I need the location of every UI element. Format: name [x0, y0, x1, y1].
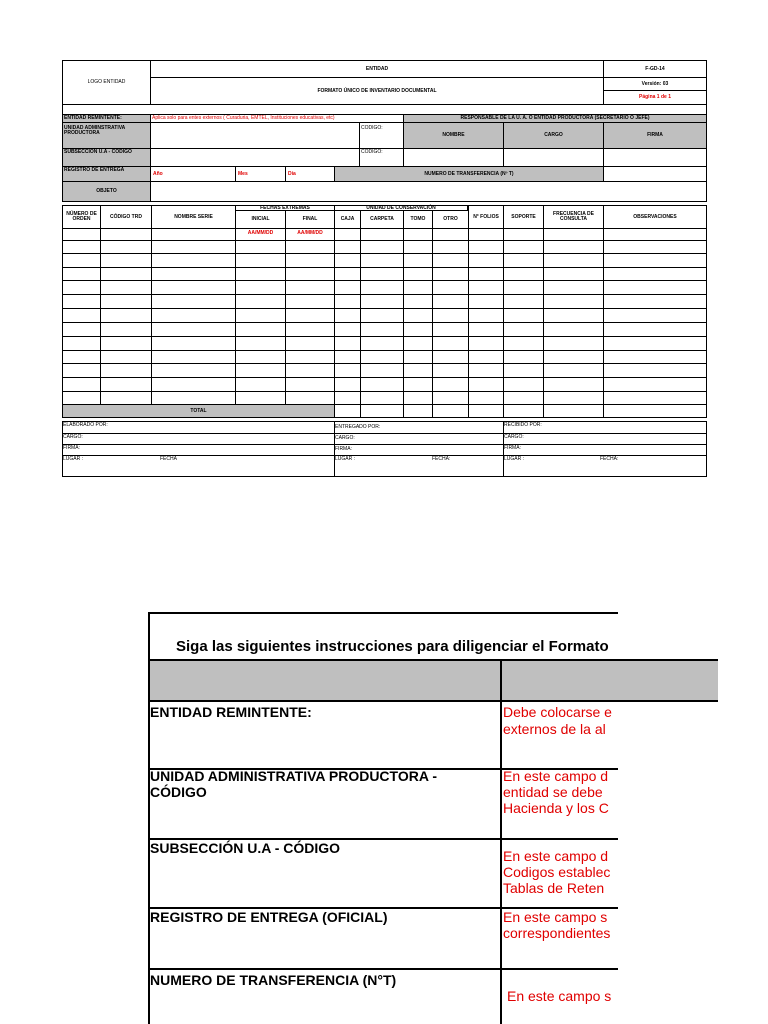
signature-block: [62, 421, 707, 477]
anio-input[interactable]: Año: [150, 166, 236, 182]
instructions-title: Siga las siguientes instrucciones para diligenciar el Formato: [176, 638, 609, 655]
inventory-table-body[interactable]: [62, 228, 707, 418]
entregado-lugar[interactable]: LUGAR :: [335, 456, 356, 462]
col-unidad-conservacion: UNIDAD DE CONSERVACIÓN: [334, 205, 468, 211]
label-unidad-admin: UNIDAD ADMINSTRATIVA PRODUCTORA: [62, 122, 151, 149]
date-format-inicial: AA/MM/DD: [247, 230, 274, 236]
recibido-label[interactable]: RECIBIDO POR:: [504, 422, 542, 428]
label-entidad-remitente: ENTIDAD REMINTENTE:: [62, 114, 151, 123]
label-responsable: RESPONSABLE DE LA U. A. O ENTIDAD PRODUCTORA (SECRETARIO O JEFE): [403, 114, 707, 123]
instr-text-entidad: Debe colocarse e externos de la al: [503, 704, 612, 737]
dia-input[interactable]: Día: [285, 166, 335, 182]
instr-text-registro: En este campo s correspondientes: [503, 909, 611, 941]
instr-label-subseccion: SUBSECCIÓN U.A - CÓDIGO: [150, 840, 341, 856]
instr-label-unidad: UNIDAD ADMINISTRATIVA PRODUCTORA - CÓDIGO: [150, 768, 437, 800]
firma-input[interactable]: [603, 148, 707, 167]
col-observaciones: OBSERVACIONES: [603, 205, 707, 229]
col-caja: CAJA: [334, 210, 361, 229]
label-num-transferencia: NUMERO DE TRANSFERENCIA (Nº T): [334, 166, 604, 182]
subseccion-input[interactable]: [150, 148, 360, 167]
entregado-fecha[interactable]: FECHA:: [432, 456, 451, 462]
instr-label-registro: REGISTRO DE ENTREGA (OFICIAL): [150, 909, 388, 925]
label-registro: REGISTRO DE ENTREGA: [62, 166, 151, 182]
col-soporte: SOPORTE: [503, 205, 544, 229]
col-fechas-extremas: FECHAS EXTREMAS: [235, 205, 335, 211]
codigo-field-1[interactable]: CODIGO:: [359, 122, 404, 149]
col-folios: N° FOLIOS: [468, 205, 504, 229]
col-inicial: INICIAL: [235, 210, 286, 229]
recibido-firma[interactable]: FIRMA:: [504, 445, 521, 451]
form-page: Página 1 de 1: [603, 90, 707, 105]
instr-label-entidad: ENTIDAD REMINTENTE:: [150, 704, 312, 720]
entregado-label[interactable]: ENTREGADO POR:: [335, 424, 381, 430]
col-nombre-serie: NOMBRE SERIE: [151, 205, 236, 229]
header-nombre: NOMBRE: [403, 122, 504, 149]
logo-cell: LOGO ENTIDAD: [62, 60, 151, 105]
date-format-final: AA/MM/DD: [297, 230, 323, 236]
recibido-fecha[interactable]: FECHA:: [600, 456, 619, 462]
col-numero-orden: NÚMERO DE ORDEN: [62, 205, 101, 229]
col-final: FINAL: [285, 210, 335, 229]
col-carpeta: CARPETA: [360, 210, 404, 229]
header-firma: FIRMA: [603, 122, 707, 149]
objeto-input[interactable]: [150, 181, 707, 202]
form-version: Versión: 03: [603, 77, 707, 91]
elaborado-lugar[interactable]: LUGAR :: [63, 456, 84, 462]
codigo-field-2[interactable]: CÓDIGO:: [359, 148, 404, 167]
form-title: FORMATO ÚNICO DE INVENTARIO DOCUMENTAL: [150, 77, 604, 105]
entregado-cargo[interactable]: CARGO:: [335, 435, 355, 441]
col-frecuencia: FRECUENCIA DE CONSULTA: [543, 205, 604, 229]
form-code: F-GD-14: [603, 60, 707, 78]
entregado-firma[interactable]: FIRMA:: [335, 446, 352, 452]
instr-label-transferencia: NUMERO DE TRANSFERENCIA (N°T): [150, 972, 397, 988]
header-cargo: CARGO: [503, 122, 604, 149]
recibido-lugar[interactable]: LUGAR :: [504, 456, 525, 462]
recibido-cargo[interactable]: CARGO:: [504, 434, 524, 440]
num-transferencia-input[interactable]: [603, 166, 707, 182]
unidad-admin-input[interactable]: [150, 122, 360, 149]
elaborado-cargo[interactable]: CARGO:: [63, 434, 83, 440]
cargo-input[interactable]: [503, 148, 604, 167]
col-otro: OTRO: [432, 210, 469, 229]
instructions-header-band: [148, 659, 718, 702]
label-subseccion: SUBSECCIÓN U.A - CÓDIGO: [62, 148, 151, 167]
total-label: TOTAL: [62, 404, 335, 418]
elaborado-label[interactable]: ELABORADO POR:: [63, 422, 108, 428]
label-objeto: OBJETO: [62, 181, 151, 202]
mes-input[interactable]: Mes: [235, 166, 286, 182]
col-codigo-trd: CÓDIGO TRD: [100, 205, 152, 229]
instr-text-subseccion: En este campo d Codigos establec Tablas de Reten: [503, 848, 611, 896]
elaborado-fecha[interactable]: FECHA: [160, 456, 177, 462]
col-tomo: TOMO: [403, 210, 433, 229]
instr-text-transferencia: En este campo s: [507, 988, 612, 1004]
entidad-cell: ENTIDAD: [150, 60, 604, 78]
entidad-remitente-input[interactable]: Aplica solo para entes externos ( Curaduria, EMTEL, Instituciones educativas, etc): [150, 114, 404, 123]
instr-text-unidad: En este campo d entidad se debe Hacienda y los C: [503, 768, 609, 816]
nombre-input[interactable]: [403, 148, 504, 167]
elaborado-firma[interactable]: FIRMA:: [63, 445, 80, 451]
